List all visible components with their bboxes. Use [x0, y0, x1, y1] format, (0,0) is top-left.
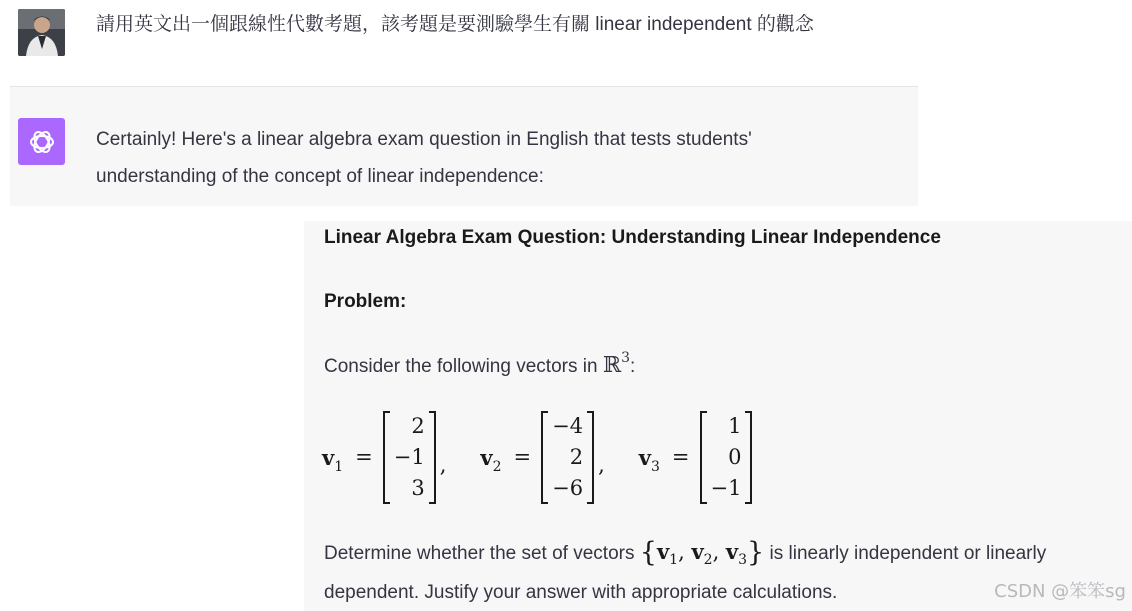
space-dimension: 3 — [621, 350, 631, 366]
vector-3-component-3: −1 — [710, 475, 742, 500]
vector-3-matrix — [700, 411, 753, 504]
problem-label: Problem: — [324, 291, 407, 312]
determine-suffix: is linearly independent or linearly — [764, 543, 1047, 564]
assistant-message-row — [10, 87, 918, 206]
exam-question-panel — [304, 221, 1132, 611]
question-title: Linear Algebra Exam Question: Understanding Linear Independence — [324, 227, 941, 248]
user-photo-icon — [18, 9, 65, 56]
vector-2-matrix — [541, 411, 594, 504]
comma-separator: , — [598, 453, 605, 477]
assistant-message-text — [96, 121, 896, 195]
equals-sign: = — [355, 445, 373, 469]
user-message-text: 請用英文出一個跟線性代數考題，該考題是要測驗學生有關 linear independent 的觀念 — [96, 14, 814, 35]
assistant-line-1: Certainly! Here's a linear algebra exam question in English that tests students' — [96, 129, 752, 150]
assistant-avatar — [18, 118, 65, 165]
determine-line-1 — [324, 532, 1124, 574]
vector-3-component-1: 1 — [728, 413, 742, 438]
equals-sign: = — [671, 445, 690, 469]
vector-2-component-2: 2 — [569, 444, 584, 469]
assistant-line-2: understanding of the concept of linear independence: — [96, 166, 544, 187]
vector-1-component-2: −1 — [393, 444, 425, 469]
real-space-symbol: ℝ — [602, 353, 622, 378]
vector-1-matrix — [383, 411, 436, 504]
csdn-watermark: CSDN @笨笨sg — [994, 581, 1126, 602]
comma-separator: , — [439, 453, 447, 477]
determine-line-2: dependent. Justify your answer with appropriate calculations. — [324, 582, 838, 603]
vector-3-component-2: 0 — [728, 444, 742, 469]
vector-2-component-3: −6 — [552, 475, 584, 500]
consider-text: Consider the following vectors in — [324, 356, 603, 377]
openai-logo-icon — [27, 127, 57, 157]
vector-3-name: $v_3$ — [638, 444, 660, 475]
user-avatar — [18, 9, 65, 56]
user-message-row — [0, 0, 918, 86]
consider-sentence — [324, 350, 636, 378]
consider-suffix: : — [630, 356, 636, 377]
vector-2-component-1: −4 — [552, 413, 584, 438]
vector-set: {$v_1$, $v_2$, $v_3$} — [639, 537, 765, 568]
vector-1-component-3: 3 — [411, 475, 425, 500]
equals-sign: = — [513, 445, 532, 469]
vector-definitions — [322, 409, 752, 505]
vector-1-name: $v_1$ — [322, 444, 344, 475]
vector-1-component-1: 2 — [411, 413, 425, 438]
vector-2-name: $v_2$ — [480, 444, 502, 475]
determine-prefix: Determine whether the set of vectors — [324, 543, 640, 564]
